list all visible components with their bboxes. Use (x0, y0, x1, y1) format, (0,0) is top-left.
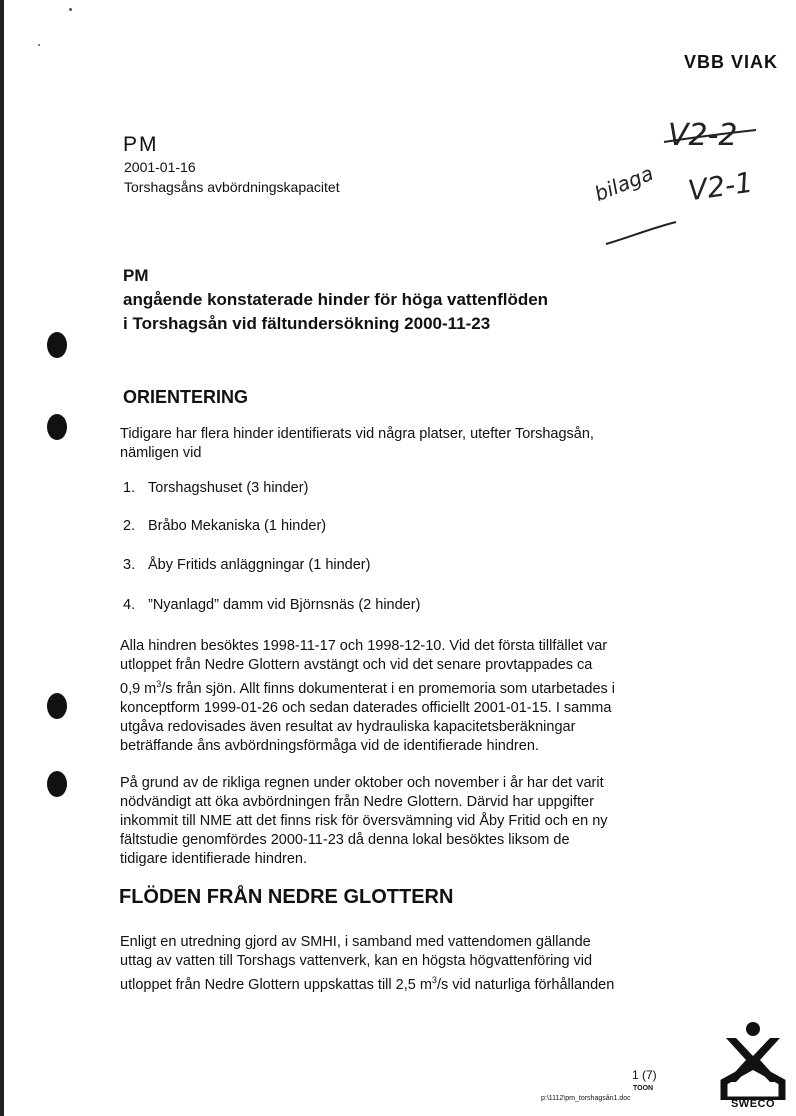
text-line: nämligen vid (120, 445, 202, 461)
list-item (123, 518, 326, 534)
text-line: Enligt en utredning gjord av SMHI, i samband med vattendomen gällande (120, 934, 591, 950)
punch-hole (47, 693, 67, 719)
list-text: Åby Fritids anläggningar (1 hinder) (148, 557, 371, 573)
section-heading-orientering: ORIENTERING (123, 387, 249, 407)
sweco-logo (718, 1020, 788, 1112)
orientering-paragraph-2 (120, 774, 608, 869)
text-line: inkommit till NME att det finns risk för översvämning vid Åby Fritid och en ny (120, 813, 608, 829)
text-fragment: /s från sjön. Allt finns dokumenterat i en promemoria som utarbetades i (161, 680, 616, 697)
punch-hole (47, 332, 67, 358)
orientering-intro (120, 425, 594, 463)
company-name: VBB VIAK (683, 52, 778, 72)
handwritten-underline (602, 218, 682, 248)
handwritten-bilaga-code: V2-1 (686, 165, 755, 208)
text-line: uttag av vatten till Torshags vattenverk, kan en högsta högvattenföring vid (120, 953, 593, 969)
text-line (120, 971, 614, 995)
scan-speck (69, 8, 72, 11)
punch-hole (47, 771, 67, 797)
punch-hole (47, 414, 67, 440)
text-line: nödvändigt att öka avbördningen från Nedre Glottern. Därvid har uppgifter (120, 794, 594, 810)
scan-edge (0, 0, 4, 1116)
handwritten-struck-code: V2-2 (668, 118, 738, 153)
list-item (123, 557, 370, 573)
text-line: utgåva redovisades även resultat av hydrauliska kapacitetsberäkningar (120, 718, 576, 735)
text-fragment: utloppet från Nedre Glottern uppskattas till 2,5 m (120, 976, 432, 993)
floden-paragraph (120, 933, 614, 995)
memo-subject: Torshagsåns avbördningskapacitet (124, 179, 340, 195)
memo-type: PM (123, 133, 159, 156)
sweco-logo-mark (718, 1020, 788, 1100)
text-line: beträffande åns avbördningsförmåga vid de identifierade hindren. (120, 737, 539, 754)
text-line: tidigare identifierade hindren. (120, 851, 308, 867)
text-line: På grund av de rikliga regnen under oktober och november i år har det varit (120, 775, 604, 791)
list-number: 2. (123, 518, 136, 534)
list-number: 1. (123, 480, 136, 496)
text-line (120, 675, 615, 699)
section-heading-floden: FLÖDEN FRÅN NEDRE GLOTTERN (119, 886, 454, 908)
list-item (123, 597, 420, 613)
text-line: Tidigare har flera hinder identifierats vid några platser, utefter Torshagsån, (120, 426, 594, 442)
strike-through-mark (660, 120, 760, 160)
text-line: fältstudie genomfördes 2000-11-23 då denna lokal besöktes liksom de (120, 832, 570, 848)
handwritten-bilaga: bilaga (591, 160, 657, 206)
text-fragment: /s vid naturliga förhållanden (436, 976, 615, 993)
sweco-logo-text: SWECO (730, 1098, 776, 1110)
text-line: konceptform 1999-01-26 och sedan daterades officiellt 2001-01-15. I samma (120, 699, 612, 716)
superscript: 3 (156, 679, 162, 689)
memo-date: 2001-01-16 (124, 159, 196, 175)
title-line-1: PM (123, 266, 149, 285)
list-item (123, 480, 308, 496)
page-number: 1 (7) (632, 1068, 657, 1082)
superscript: 3 (431, 975, 437, 985)
scan-speck (38, 44, 40, 46)
list-number: 3. (123, 557, 136, 573)
list-number: 4. (123, 597, 136, 613)
text-line: Alla hindren besöktes 1998-11-17 och 1998-12-10. Vid det första tillfället var (120, 638, 608, 654)
file-path: p:\1112\pm_torshagsån1.doc (541, 1095, 631, 1102)
list-text: Bråbo Mekaniska (1 hinder) (148, 518, 327, 534)
title-line-2: angående konstaterade hinder för höga vattenflöden (123, 290, 549, 309)
author-code: TOON (633, 1085, 654, 1092)
text-line: utloppet från Nedre Glottern avstängt och vid det senare provtappades ca (120, 657, 593, 673)
list-text: Torshagshuset (3 hinder) (148, 480, 309, 496)
orientering-paragraph-1 (120, 637, 615, 756)
list-text: ”Nyanlagd” damm vid Björnsnäs (2 hinder) (148, 597, 421, 613)
title-line-3: i Torshagsån vid fältundersökning 2000-11-23 (123, 314, 491, 333)
text-fragment: 0,9 m (120, 680, 157, 697)
